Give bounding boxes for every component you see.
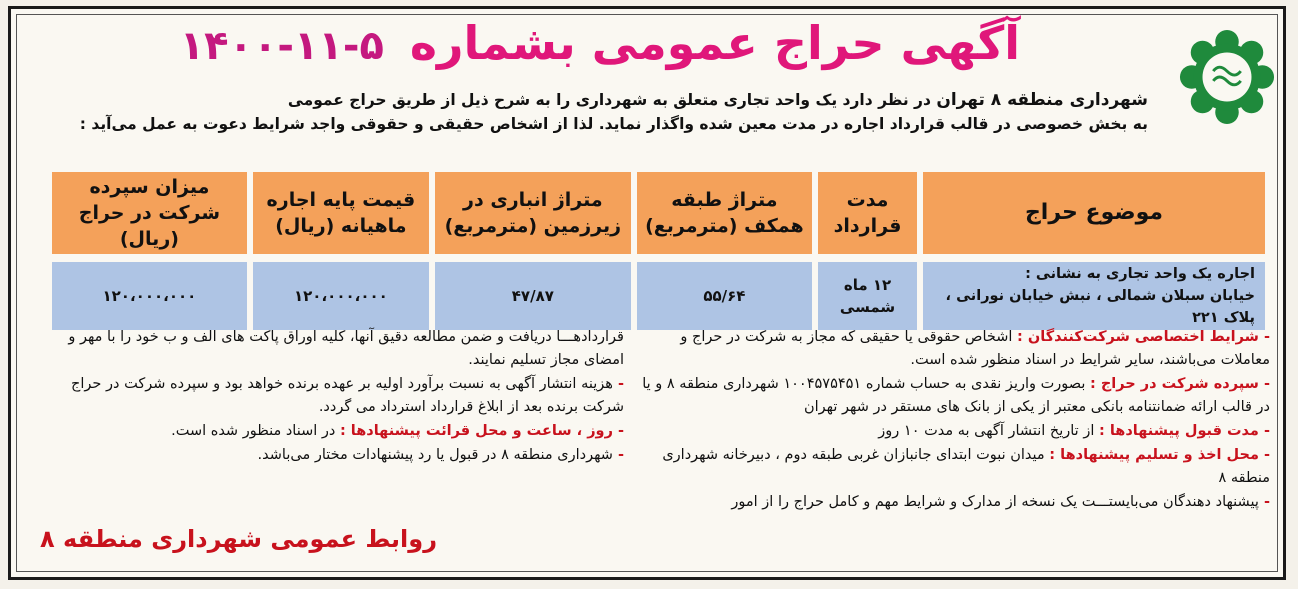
condition-deposit: - سپرده شرکت در حراج : بصورت واریز نقدی به حساب شماره ۱۰۰۴۵۷۵۴۵۱ شهرداری منطقه ۸ و یا در قالب ارائه ضمانتنامه بانکی معتبر از یکی از بانک های مستقر در شهر تهران: [642, 376, 1270, 415]
cell-storage-area: ۴۷/۸۷: [435, 262, 631, 330]
cell-deposit: ۱۲۰،۰۰۰،۰۰۰: [52, 262, 247, 330]
intro-line-2: به بخش خصوصی در قالب قرارداد اجاره در مدت معین شده واگذار نماید. لذا از اشخاص حقیقی و حقوقی واجد شرایط دعوت به عمل می‌آید :: [79, 115, 1148, 133]
table-row: [52, 262, 1265, 330]
intro-paragraph: [38, 88, 1148, 136]
intro-line-1: [38, 88, 1148, 112]
condition-acceptance-period: - مدت قبول پیشنهادها : از تاریخ انتشار آگهی به مدت ۱۰ روز: [878, 423, 1270, 439]
condition-acceptance-label: مدت قبول پیشنهادها :: [1098, 423, 1259, 439]
condition-deposit-label: سپرده شرکت در حراج :: [1089, 376, 1259, 392]
condition-contracts: [34, 326, 624, 372]
cell-base-rent: ۱۲۰،۰۰۰،۰۰۰: [253, 262, 429, 330]
condition-participants: - شرایط اختصاصی شرکت‌کنندگان : اشخاص حقوقی یا حقیقی که مجاز به شرکت در حراج و معاملات می‌باشند، سایر شرایط در اسناد منظور شده است.: [680, 329, 1270, 368]
condition-acceptance-text: از تاریخ انتشار آگهی به مدت ۱۰ روز: [878, 423, 1095, 439]
condition-publication-text: هزینه انتشار آگهی به نسبت برآورد اولیه بر عهده برنده خواهد بود و سپرده شرکت در حراج شرکت برنده بعد از ابلاغ قرارداد استرداد می گردد.: [71, 376, 624, 415]
conditions-section: [34, 326, 1270, 558]
condition-submission-text: میدان نبوت ابتدای جانبازان غربی طبقه دوم ، دبیرخانه شهرداری منطقه ۸: [662, 447, 1270, 486]
condition-opening-label: روز ، ساعت و محل قرائت پیشنهادها :: [339, 423, 613, 439]
cell-subject: [923, 262, 1265, 330]
conditions-left-column: [34, 326, 624, 468]
auction-table: [46, 164, 1271, 338]
condition-documents-text: پیشنهاد دهندگان می‌بایستـــت یک نسخه از مدارک و شرایط مهم و کامل حراج را از امور: [731, 494, 1259, 510]
header-duration: مدت قرارداد: [818, 172, 917, 254]
public-relations-signature: روابط عمومی شهرداری منطقه ۸: [40, 525, 438, 553]
intro-line1-text: در نظر دارد یک واحد تجاری متعلق به شهرداری را به شرح ذیل از طریق حراج عمومی: [287, 91, 931, 109]
condition-submission-label: محل اخذ و تسلیم پیشنهادها :: [1049, 447, 1259, 463]
cell-duration: ۱۲ ماه شمسی: [818, 262, 917, 330]
condition-opening-text: در اسناد منظور شده است.: [171, 423, 336, 439]
notice-number: ۵-۱۱-۱۴۰۰: [179, 23, 384, 69]
condition-participants-label: شرایط اختصاصی شرکت‌کنندگان :: [1017, 329, 1259, 345]
header-storage-area: متراژ انباری در زیرزمین (مترمربع): [435, 172, 631, 254]
condition-documents: - پیشنهاد دهندگان می‌بایستـــت یک نسخه از مدارک و شرایط مهم و کامل حراج را از امور: [731, 494, 1270, 510]
condition-contracts-text: قراردادهـــا دریافت و ضمن مطالعه دقیق آنها، کلیه اوراق پاکت های الف و ب خود را با مهر و امضای مجاز تسلیم نمایند.: [68, 329, 624, 368]
condition-participants-text: اشخاص حقوقی یا حقیقی که مجاز به شرکت در حراج و معاملات می‌باشند، سایر شرایط در اسناد منظور شده است.: [680, 329, 1270, 368]
subject-line-2: خیابان سبلان شمالی ، نبش خیابان نورانی ، پلاک ۲۲۱: [945, 288, 1255, 326]
condition-discretion-text: شهرداری منطقه ۸ در قبول یا رد پیشنهادات مختار می‌باشد.: [257, 447, 613, 463]
header-base-rent: قیمت پایه اجاره ماهیانه (ریال): [253, 172, 429, 254]
cell-ground-area: ۵۵/۶۴: [637, 262, 812, 330]
conditions-right-column: [630, 326, 1270, 515]
condition-opening: - روز ، ساعت و محل قرائت پیشنهادها : در اسناد منظور شده است.: [171, 423, 624, 439]
intro-org: شهرداری منطقه ۸ تهران: [936, 90, 1148, 110]
header-ground-area: متراژ طبقه همکف (مترمربع): [637, 172, 812, 254]
table-header-row: [52, 172, 1265, 254]
subject-line-1: اجاره یک واحد تجاری به نشانی :: [1025, 266, 1255, 282]
header-deposit: میزان سپرده شرکت در حراج (ریال): [52, 172, 247, 254]
notice-title: [179, 8, 1020, 78]
condition-submission-place: - محل اخذ و تسلیم پیشنهادها : میدان نبوت ابتدای جانبازان غربی طبقه دوم ، دبیرخانه شهرداری منطقه ۸: [662, 447, 1270, 486]
header-subject: موضوع حراج: [923, 172, 1265, 254]
condition-deposit-text: بصورت واریز نقدی به حساب شماره ۱۰۰۴۵۷۵۴۵۱ شهرداری منطقه ۸ و یا در قالب ارائه ضمانتنامه بانکی معتبر از یکی از بانک های مستقر در شهر تهران: [642, 376, 1270, 415]
condition-publication-cost: - هزینه انتشار آگهی به نسبت برآورد اولیه بر عهده برنده خواهد بود و سپرده شرکت در حراج شرکت برنده بعد از ابلاغ قرارداد استرداد می گردد.: [71, 376, 624, 415]
title-text: آگهی حراج عمومی بشماره: [409, 16, 1020, 70]
condition-discretion: - شهرداری منطقه ۸ در قبول یا رد پیشنهادات مختار می‌باشد.: [257, 447, 624, 463]
tehran-municipality-logo-icon: [1178, 28, 1276, 126]
